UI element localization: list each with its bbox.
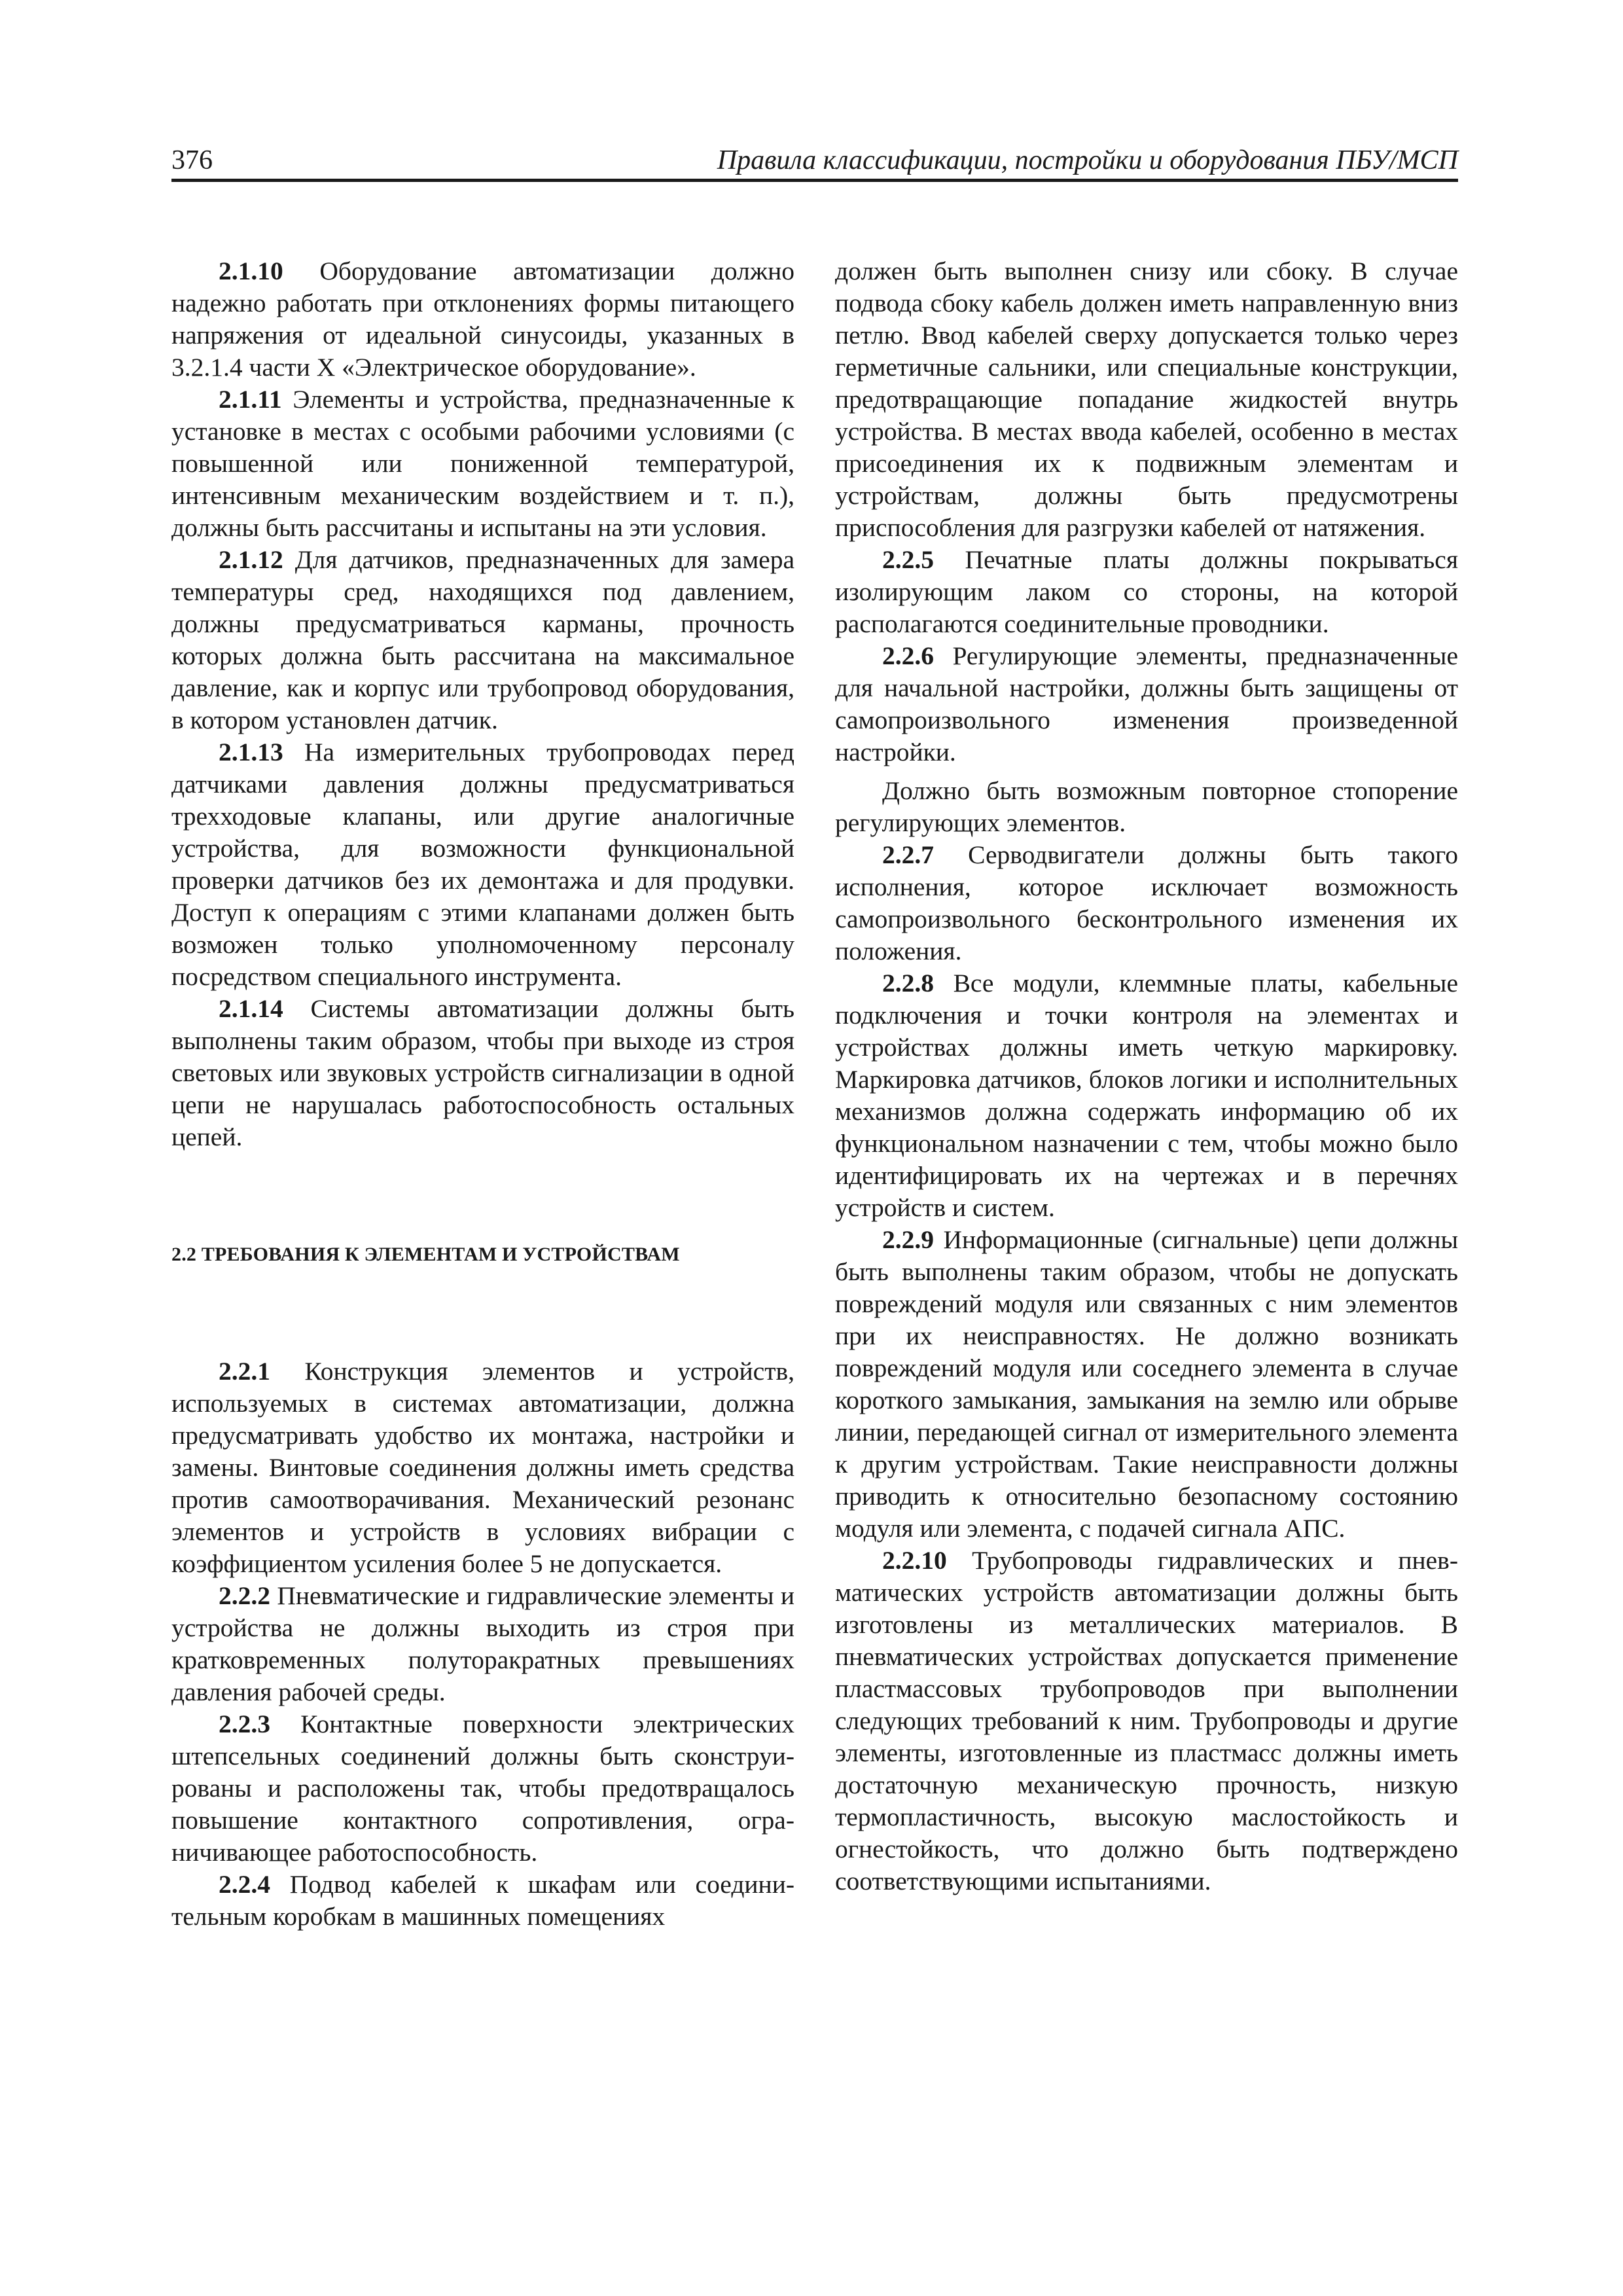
paragraph-text: На измерительных трубопроводах перед датчиками давления должны предусматриваться трехходовые клапаны, или другие аналогичные устройства, для возможности функциональной проверки датчиков без их демонтажа и для продувки. Доступ к операциям с этими клапанами должен быть возможен только уполномоченному персоналу посредством специального инструмента. [171, 738, 794, 991]
running-title: Правила классификации, постройки и оборудования ПБУ/МСП [717, 145, 1458, 175]
page-number: 376 [171, 145, 213, 175]
paragraph-2-2-1 [171, 1355, 794, 1580]
clause-number: 2.2.10 [882, 1546, 947, 1575]
paragraph-text: Пневматические и гидравлические элементы и устройства не должны выходить из строя при кратковременных полуторакратных превышениях давления рабочей среды. [171, 1581, 794, 1706]
paragraph-2-2-4 [171, 1869, 794, 1933]
section-heading: 2.2 ТРЕБОВАНИЯ К ЭЛЕМЕНТАМ И УСТРОЙСТВАМ [171, 1244, 680, 1265]
running-header [171, 143, 1458, 179]
clause-number: 2.2.9 [882, 1225, 934, 1254]
paragraph-text: Для датчиков, предназначенных для замера температуры сред, находящихся под давлением, должны предусматриваться карманы, прочность которых должна быть рассчитана на максимальное давление, как и корпус или трубопровод оборудования, в котором установлен датчик. [171, 545, 794, 734]
paragraph-2-2-8 [835, 967, 1458, 1224]
paragraph-2-2-5 [835, 544, 1458, 640]
paragraph-2-2-7 [835, 839, 1458, 967]
clause-number: 2.2.5 [882, 545, 934, 574]
clause-number: 2.2.1 [219, 1357, 270, 1386]
clause-number: 2.2.4 [219, 1870, 270, 1899]
paragraph-text: Трубопроводы гидравлических и пневматических устройств автоматизации должны быть изготовлены из металлических материалов. В пневматических устройствах допускается применение пластмассовых трубопроводов при выполнении следующих требований к ним. Трубопроводы и другие элементы, изготовленные из пластмасс должны иметь достаточную механическую прочность, низкую термопластичность, высокую маслостойкость и огнестойкость, что должно быть подтверждено соответствующими испытаниями. [835, 1546, 1458, 1895]
clause-number: 2.1.13 [219, 738, 283, 766]
paragraph-text: Должно быть возможным повторное стопорение регулирующих элементов. [835, 776, 1458, 837]
paragraph-2-2-9 [835, 1224, 1458, 1545]
paragraph-text: Системы автоматизации должны быть выполнены таким образом, чтобы при выходе из строя световых или звуковых устройств сигнализации в одной цепи не нарушалась работоспособность остальных цепей. [171, 994, 794, 1151]
paragraph-2-2-2 [171, 1580, 794, 1708]
paragraph-text: Информационные (сигнальные) цепи должны быть выполнены таким образом, чтобы не допускать повреждений модуля или связанных с ним элементов при их неисправностях. Не должно возникать повреждений модуля или соседнего элемента в случае короткого замыкания, замыкания на землю или обрыве линии, передающей сигнал от измерительного элемента к другим устройствам. Такие неисправности должны приводить к относительно безопасному состоянию модуля или элемента, с подачей сигнала АПС. [835, 1225, 1458, 1543]
clause-number: 2.2.2 [219, 1581, 270, 1610]
header-rule [171, 179, 1458, 182]
paragraph-2-1-10 [171, 255, 794, 384]
clause-number: 2.2.7 [882, 840, 934, 869]
clause-number: 2.1.14 [219, 994, 283, 1023]
clause-number: 2.1.10 [219, 257, 283, 285]
paragraph-2-2-6-note [835, 775, 1458, 839]
paragraph-2-1-14 [171, 993, 794, 1153]
paragraph-text: Контактные поверхности электрических штепсельных соединений должны быть сконструированы и расположены так, чтобы предотвращалось повышение контактного сопротивления, ограничивающее работоспособность. [171, 1710, 794, 1867]
paragraph-2-1-13 [171, 736, 794, 993]
paragraph-text: Все модули, клеммные платы, кабельные подключения и точки контроля на элементах и устройствах должны иметь четкую маркировку. Маркировка датчиков, блоков логики и исполнительных механизмов должна содержать информацию об их функциональном назначении с тем, чтобы можно было идентифицировать их на чертежах и в перечнях устройств и систем. [835, 969, 1458, 1222]
paragraph-text: должен быть выполнен снизу или сбоку. В случае подвода сбоку кабель должен иметь направленную вниз петлю. Ввод кабелей сверху допускается только через герметичные сальники, или специальные конструкции, предотвращающие попадание жидкостей внутрь устройства. В местах ввода кабелей, особенно в местах присоединения их к подвижным элементам и устройствам, должны быть предусмотрены приспособления для разгрузки кабелей от натяжения. [835, 257, 1458, 542]
clause-number: 2.2.3 [219, 1710, 270, 1738]
paragraph-text: Конструкция элементов и устройств, используемых в системах автоматизации, должна предусматривать удобство их монтажа, настройки и замены. Винтовые соединения должны иметь средства против самоотворачивания. Механический резонанс элементов и устройств в условиях вибрации с коэффициентом усиления более 5 не допускается. [171, 1357, 794, 1578]
clause-number: 2.2.6 [882, 641, 934, 670]
paragraph-2-2-6 [835, 640, 1458, 768]
paragraph-2-1-12 [171, 544, 794, 736]
paragraph-text: Серводвигатели должны быть такого исполнения, которое исключает возможность самопроизвольного бесконтрольного изменения их положения. [835, 840, 1458, 965]
clause-number: 2.2.8 [882, 969, 934, 997]
clause-number: 2.1.11 [219, 385, 282, 414]
clause-number: 2.1.12 [219, 545, 283, 574]
paragraph-2-2-10 [835, 1545, 1458, 1897]
paragraph-text: Регулирующие элементы, предназначенные для начальной настройки, должны быть защищены от самопроизвольного изменения произведенной настройки. [835, 641, 1458, 766]
paragraph-text: Элементы и устройства, предназначенные к установке в местах с особыми рабочими условиями (с повышенной или пониженной температурой, интенсивным механическим воздействием и т. п.), должны быть рассчитаны и испытаны на эти условия. [171, 385, 794, 542]
paragraph-text: Подвод кабелей к шкафам или соединительным коробкам в машинных помещениях [171, 1870, 794, 1931]
paragraph-text: Оборудование автоматизации должно надежно работать при отклонениях формы питающего напряжения от идеальной синусоиды, указанных в 3.2.1.4 части X «Электрическое оборудование». [171, 257, 794, 382]
paragraph-text: Печатные платы должны покрываться изолирующим лаком со стороны, на которой располагаются соединительные проводники. [835, 545, 1458, 638]
paragraph-2-1-11 [171, 384, 794, 544]
right-column [835, 255, 1458, 1897]
left-column [171, 255, 794, 1933]
paragraph-2-2-3 [171, 1708, 794, 1869]
paragraph-2-2-4-continued [835, 255, 1458, 544]
